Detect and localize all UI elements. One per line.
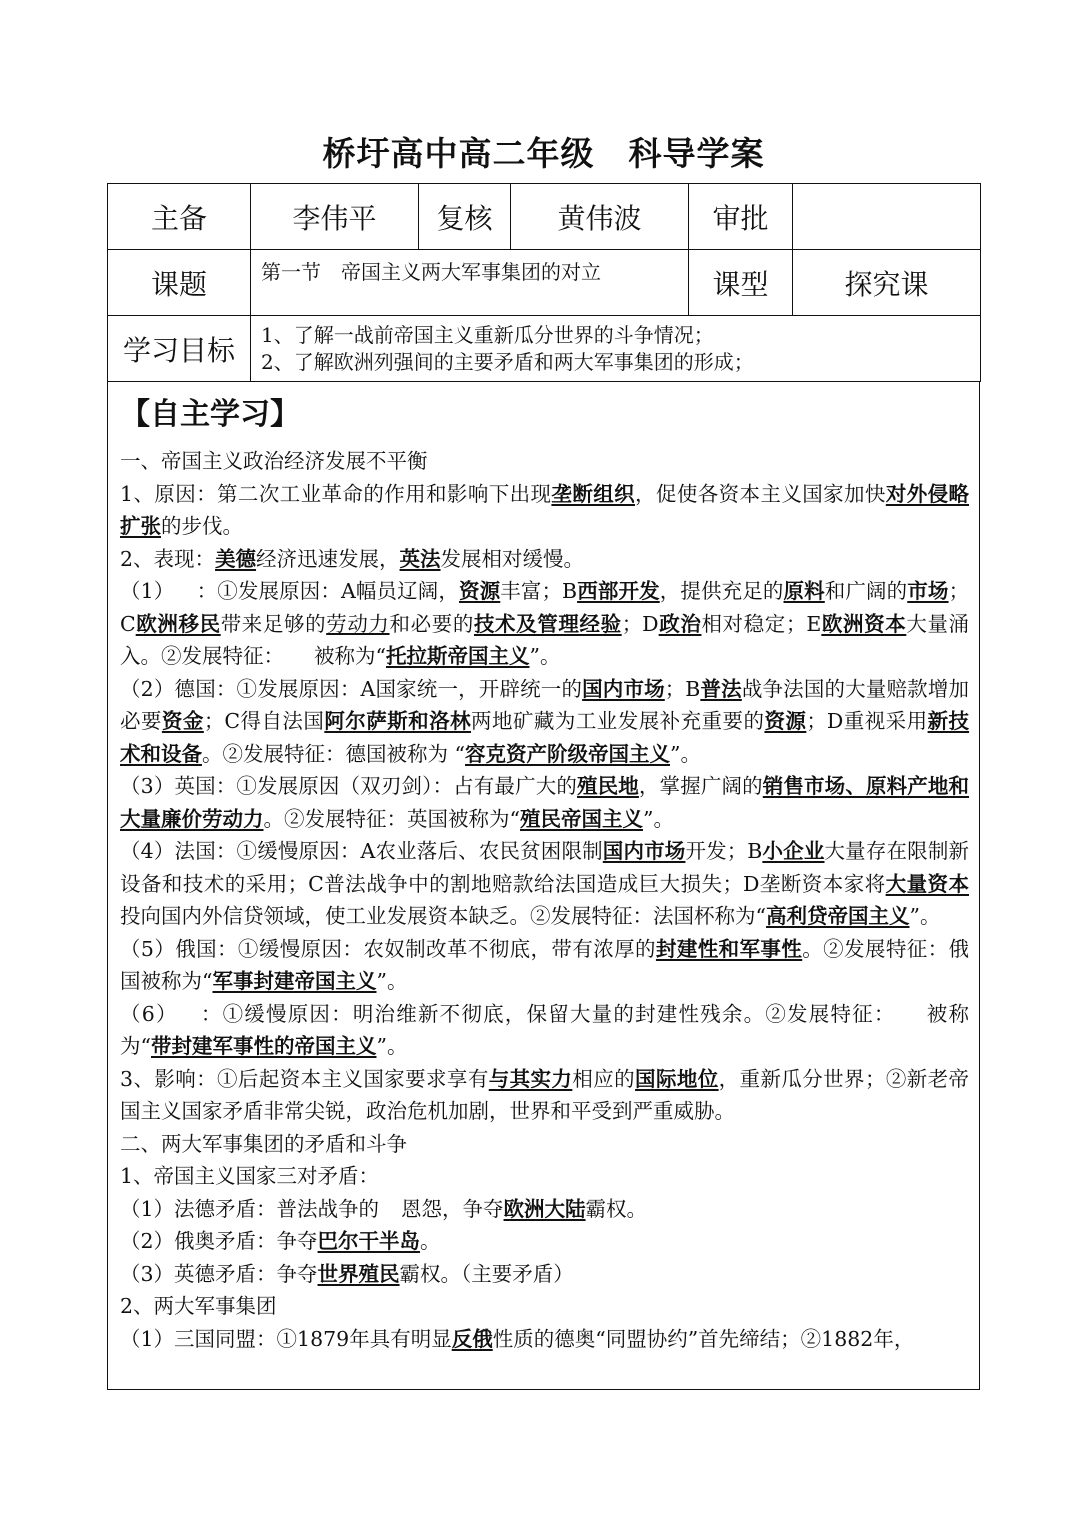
header-table	[107, 183, 981, 382]
para-performance: 2、表现：美德经济迅速发展，英法发展相对缓慢。	[120, 546, 585, 571]
heading-2: 二、两大军事集团的矛盾和斗争	[120, 1131, 407, 1156]
mubiao-label: 学习目标	[108, 316, 251, 382]
heading-1: 一、帝国主义政治经济发展不平衡	[120, 449, 428, 473]
section-heading: 【自主学习】	[120, 397, 300, 432]
shenpi-label: 审批	[689, 184, 793, 250]
title-school: 桥圩高中高二年级	[322, 134, 595, 173]
para-japan: （6） ：①缓慢原因：明治维新不彻底，保留大量的封建性残余。②发展特征： 被称为“带封建军事性的帝国主义”。	[120, 1001, 969, 1058]
goal-2: 2、了解欧洲列强间的主要矛盾和两大军事集团的形成；	[261, 349, 754, 374]
para-triple-alliance: （1）三国同盟：①1879年具有明显反俄性质的德奥“同盟协约”首先缔结；②1882年，	[120, 1326, 915, 1351]
para-russia: （5）俄国：①缓慢原因：农奴制改革不彻底，带有浓厚的封建性和军事性。②发展特征：俄国被称为“军事封建帝国主义”。	[120, 936, 970, 993]
para-conflicts: 1、帝国主义国家三对矛盾：	[120, 1164, 380, 1188]
para-britain: （3）英国：①发展原因（双刃剑）：占有最广大的殖民地，掌握广阔的销售市场、原料产地和大量廉价劳动力。②发展特征：英国被称为“殖民帝国主义”。	[120, 774, 970, 831]
shenpi-value	[793, 184, 981, 250]
goal-1: 1、了解一战前帝国主义重新瓜分世界的斗争情况；	[261, 322, 714, 347]
keti-label: 课题	[108, 250, 251, 316]
kexing-value: 探究课	[793, 250, 981, 316]
zhubei-label: 主备	[108, 184, 251, 250]
fuhe-label: 复核	[419, 184, 511, 250]
para-impact: 3、影响：①后起资本主义国家要求享有与其实力相应的国际地位，重新瓜分世界；②新老帝国主义国家矛盾非常尖锐，政治危机加剧，世界和平受到严重威胁。	[120, 1066, 970, 1123]
para-blocs: 2、两大军事集团	[120, 1294, 277, 1318]
para-franco-german: （1）法德矛盾：普法战争的 恩怨，争夺欧洲大陆霸权。	[120, 1196, 648, 1221]
mubiao-value	[251, 316, 981, 382]
para-france: （4）法国：①缓慢原因：A农业落后、农民贫困限制国内市场开发；B小企业大量存在限制新设备和技术的采用；C普法战争中的割地赔款给法国造成巨大损失；D垄断资本家将大量资本投向国内外信贷领域，使工业发展资本缺乏。②发展特征：法国杯称为“高利贷帝国主义”。	[120, 839, 969, 928]
keti-value: 第一节 帝国主义两大军事集团的对立	[251, 250, 689, 316]
content-box	[107, 381, 980, 1390]
fuhe-name: 黄伟波	[511, 184, 689, 250]
kexing-label: 课型	[689, 250, 793, 316]
title-type: 科导学案	[628, 134, 765, 173]
document-title	[0, 128, 1087, 175]
para-usa: （1） ：①发展原因：A幅员辽阔，资源丰富；B西部开发，提供充足的原料和广阔的市场；C欧洲移民带来足够的劳动力和必要的技术及管理经验；D政治相对稳定；E欧洲资本大量涌入。②发展特征： 被称为“托拉斯帝国主义”。	[120, 579, 970, 668]
para-russo-austrian: （2）俄奥矛盾：争夺巴尔干半岛。	[120, 1229, 441, 1253]
para-anglo-german: （3）英德矛盾：争夺世界殖民霸权。（主要矛盾）	[120, 1261, 574, 1286]
para-germany: （2）德国：①发展原因：A国家统一，开辟统一的国内市场；B普法战争法国的大量赔款增加必要资金；C得自法国阿尔萨斯和洛林两地矿藏为工业发展补充重要的资源；D重视采用新技术和设备。②发展特征：德国被称为 “容克资产阶级帝国主义”。	[120, 676, 970, 766]
study-content	[108, 381, 979, 1355]
zhubei-name: 李伟平	[251, 184, 419, 250]
para-cause: 1、原因：第二次工业革命的作用和影响下出现垄断组织，促使各资本主义国家加快对外侵略扩张的步伐。	[120, 481, 970, 538]
